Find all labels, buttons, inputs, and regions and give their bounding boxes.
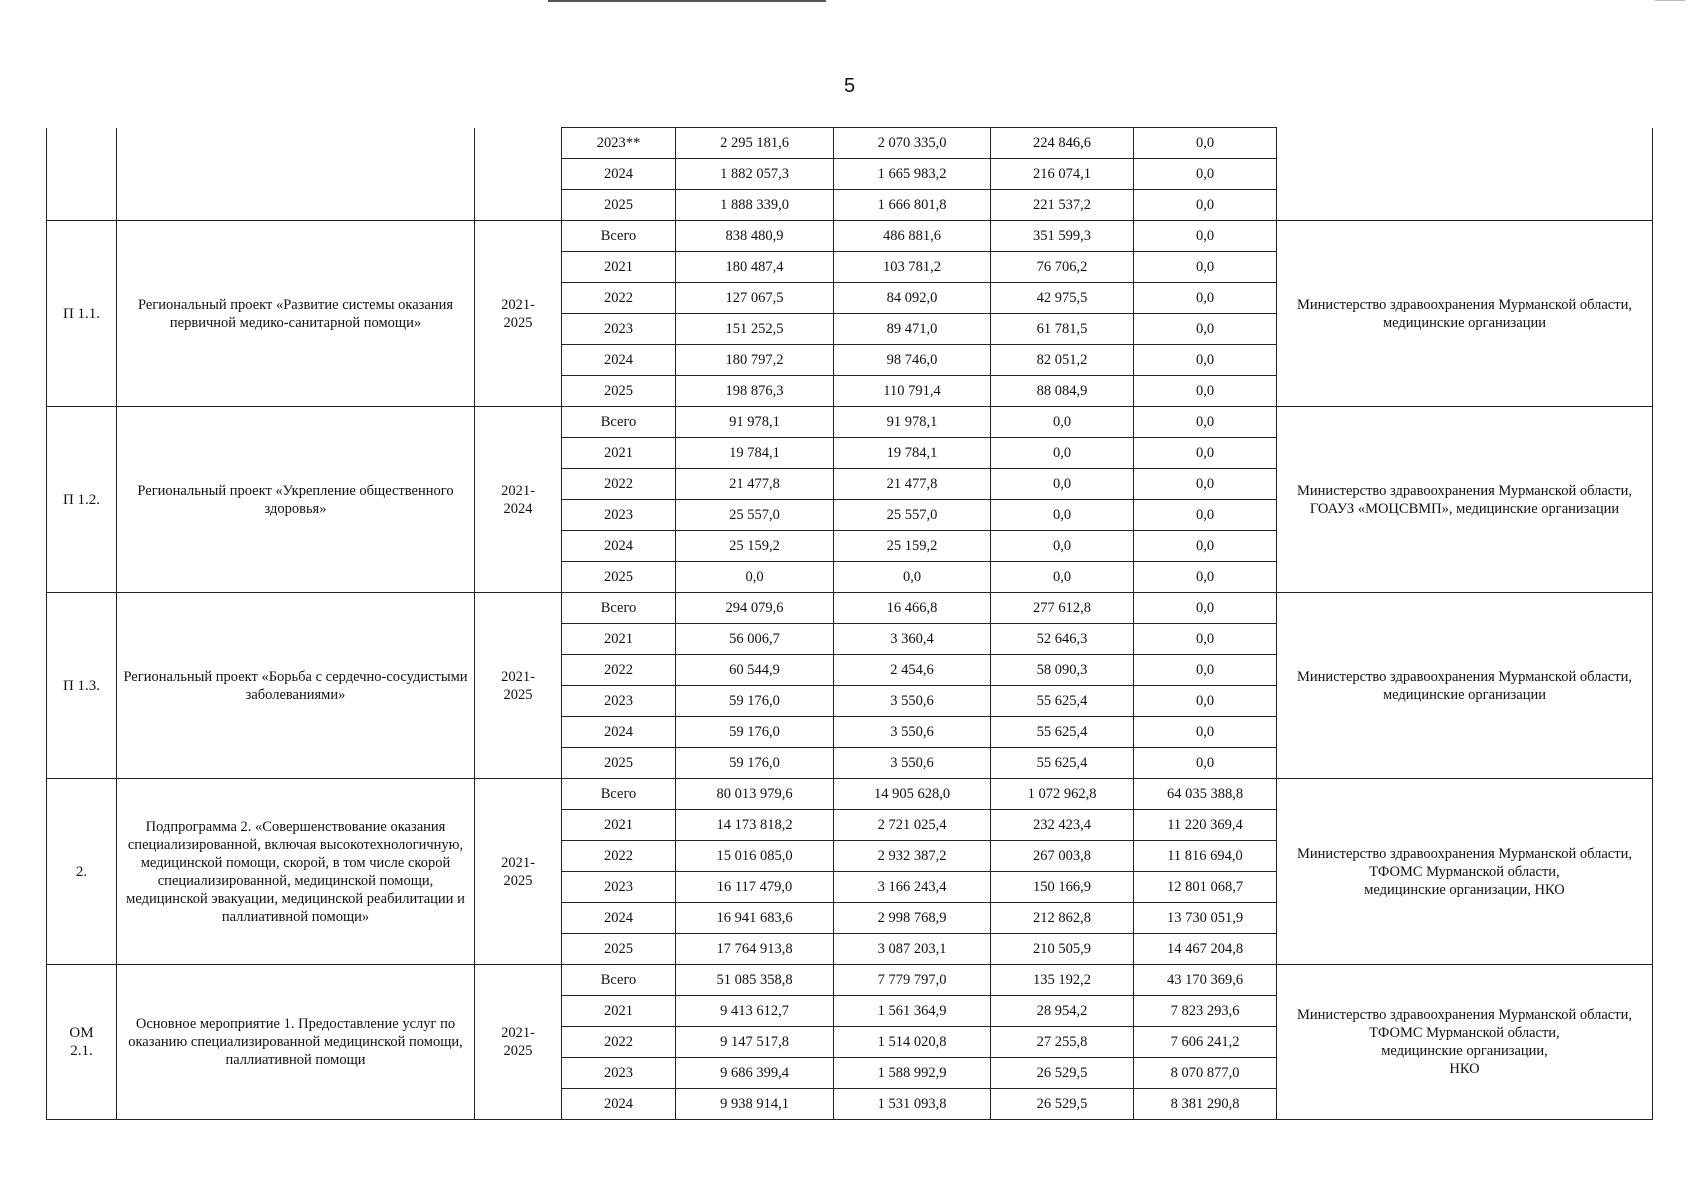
table-row — [47, 593, 1653, 624]
cell-other: 0,0 — [1134, 624, 1277, 655]
cell-year: 2022 — [562, 841, 676, 872]
cell-other: 11 220 369,4 — [1134, 810, 1277, 841]
cell-code: 2. — [47, 779, 117, 965]
cell-year: 2024 — [562, 903, 676, 934]
cell-total: 59 176,0 — [676, 748, 834, 779]
cell-regional: 14 905 628,0 — [834, 779, 991, 810]
header-rule — [548, 0, 826, 2]
cell-regional: 19 784,1 — [834, 438, 991, 469]
cell-federal: 351 599,3 — [991, 221, 1134, 252]
cell-period: 2021- 2025 — [475, 779, 562, 965]
cell-other: 14 467 204,8 — [1134, 934, 1277, 965]
cell-federal: 0,0 — [991, 407, 1134, 438]
cell-executor-empty — [1277, 128, 1653, 221]
cell-federal: 42 975,5 — [991, 283, 1134, 314]
cell-total: 9 686 399,4 — [676, 1058, 834, 1089]
cell-total: 21 477,8 — [676, 469, 834, 500]
cell-year: 2025 — [562, 934, 676, 965]
cell-federal: 277 612,8 — [991, 593, 1134, 624]
table-row — [47, 128, 1653, 159]
cell-federal: 88 084,9 — [991, 376, 1134, 407]
cell-federal: 150 166,9 — [991, 872, 1134, 903]
cell-other: 0,0 — [1134, 376, 1277, 407]
cell-other: 0,0 — [1134, 438, 1277, 469]
cell-other: 0,0 — [1134, 159, 1277, 190]
cell-name: Региональный проект «Борьба с сердечно-сосудистыми заболеваниями» — [117, 593, 475, 779]
cell-federal: 216 074,1 — [991, 159, 1134, 190]
cell-regional: 1 531 093,8 — [834, 1089, 991, 1120]
cell-total: 25 557,0 — [676, 500, 834, 531]
cell-name: Региональный проект «Развитие системы оказания первичной медико-санитарной помощи» — [117, 221, 475, 407]
cell-federal: 232 423,4 — [991, 810, 1134, 841]
cell-other: 64 035 388,8 — [1134, 779, 1277, 810]
cell-federal: 55 625,4 — [991, 748, 1134, 779]
cell-total: 198 876,3 — [676, 376, 834, 407]
cell-name: Региональный проект «Укрепление общественного здоровья» — [117, 407, 475, 593]
cell-total: 151 252,5 — [676, 314, 834, 345]
cell-name: Основное мероприятие 1. Предоставление услуг по оказанию специализированной медицинской помощи, паллиативной помощи — [117, 965, 475, 1120]
table-body — [47, 128, 1653, 1120]
cell-total: 59 176,0 — [676, 717, 834, 748]
cell-federal: 0,0 — [991, 531, 1134, 562]
cell-year: 2025 — [562, 748, 676, 779]
budget-table — [46, 127, 1653, 1120]
cell-other: 8 070 877,0 — [1134, 1058, 1277, 1089]
cell-total: 0,0 — [676, 562, 834, 593]
cell-regional: 2 721 025,4 — [834, 810, 991, 841]
cell-regional: 1 561 364,9 — [834, 996, 991, 1027]
cell-other: 0,0 — [1134, 717, 1277, 748]
cell-year: 2024 — [562, 345, 676, 376]
cell-federal: 52 646,3 — [991, 624, 1134, 655]
cell-other: 0,0 — [1134, 748, 1277, 779]
cell-regional: 25 159,2 — [834, 531, 991, 562]
cell-federal: 26 529,5 — [991, 1089, 1134, 1120]
cell-federal: 210 505,9 — [991, 934, 1134, 965]
cell-regional: 3 550,6 — [834, 748, 991, 779]
cell-regional: 25 557,0 — [834, 500, 991, 531]
cell-federal: 221 537,2 — [991, 190, 1134, 221]
cell-federal: 0,0 — [991, 500, 1134, 531]
cell-regional: 110 791,4 — [834, 376, 991, 407]
cell-total: 294 079,6 — [676, 593, 834, 624]
cell-federal: 61 781,5 — [991, 314, 1134, 345]
cell-federal: 267 003,8 — [991, 841, 1134, 872]
cell-other: 0,0 — [1134, 252, 1277, 283]
cell-regional: 0,0 — [834, 562, 991, 593]
cell-federal: 224 846,6 — [991, 128, 1134, 159]
cell-year: 2023 — [562, 500, 676, 531]
cell-year: 2023 — [562, 1058, 676, 1089]
cell-federal: 58 090,3 — [991, 655, 1134, 686]
cell-year: 2022 — [562, 1027, 676, 1058]
page-number: 5 — [843, 75, 856, 97]
cell-period: 2021- 2024 — [475, 407, 562, 593]
cell-other: 13 730 051,9 — [1134, 903, 1277, 934]
cell-regional: 1 665 983,2 — [834, 159, 991, 190]
cell-executor: Министерство здравоохранения Мурманской области, медицинские организации — [1277, 221, 1653, 407]
cell-total: 51 085 358,8 — [676, 965, 834, 996]
cell-regional: 7 779 797,0 — [834, 965, 991, 996]
cell-total: 16 941 683,6 — [676, 903, 834, 934]
cell-regional: 103 781,2 — [834, 252, 991, 283]
cell-other: 0,0 — [1134, 593, 1277, 624]
cell-total: 19 784,1 — [676, 438, 834, 469]
cell-total: 14 173 818,2 — [676, 810, 834, 841]
cell-other: 0,0 — [1134, 345, 1277, 376]
table-row — [47, 407, 1653, 438]
cell-regional: 1 588 992,9 — [834, 1058, 991, 1089]
cell-total: 1 888 339,0 — [676, 190, 834, 221]
table-row — [47, 779, 1653, 810]
cell-other: 0,0 — [1134, 190, 1277, 221]
cell-period-empty — [475, 128, 562, 221]
cell-federal: 212 862,8 — [991, 903, 1134, 934]
cell-other: 7 823 293,6 — [1134, 996, 1277, 1027]
cell-regional: 1 514 020,8 — [834, 1027, 991, 1058]
cell-other: 0,0 — [1134, 128, 1277, 159]
cell-other: 0,0 — [1134, 686, 1277, 717]
cell-name: Подпрограмма 2. «Совершенствование оказания специализированной, включая высокотехнологичную, медицинской помощи, скорой, в том числе скорой специализированной, медицинской помощи, медицинской эвакуации, медицинской реабилитации и паллиативной помощи» — [117, 779, 475, 965]
cell-regional: 3 360,4 — [834, 624, 991, 655]
cell-total: 59 176,0 — [676, 686, 834, 717]
cell-year: 2023 — [562, 872, 676, 903]
cell-total: 16 117 479,0 — [676, 872, 834, 903]
cell-year: 2023** — [562, 128, 676, 159]
cell-year: 2022 — [562, 655, 676, 686]
cell-year: Всего — [562, 407, 676, 438]
cell-regional: 84 092,0 — [834, 283, 991, 314]
cell-total: 80 013 979,6 — [676, 779, 834, 810]
cell-year: 2025 — [562, 376, 676, 407]
cell-federal: 135 192,2 — [991, 965, 1134, 996]
cell-other: 0,0 — [1134, 407, 1277, 438]
cell-executor: Министерство здравоохранения Мурманской области, ТФОМС Мурманской области, медицинские организации, НКО — [1277, 779, 1653, 965]
corner-mark — [1655, 0, 1685, 1]
cell-year: Всего — [562, 965, 676, 996]
cell-total: 17 764 913,8 — [676, 934, 834, 965]
cell-year: 2024 — [562, 159, 676, 190]
cell-regional: 21 477,8 — [834, 469, 991, 500]
cell-regional: 3 550,6 — [834, 717, 991, 748]
cell-total: 56 006,7 — [676, 624, 834, 655]
cell-federal: 27 255,8 — [991, 1027, 1134, 1058]
cell-total: 1 882 057,3 — [676, 159, 834, 190]
cell-other: 12 801 068,7 — [1134, 872, 1277, 903]
cell-other: 8 381 290,8 — [1134, 1089, 1277, 1120]
cell-regional: 2 070 335,0 — [834, 128, 991, 159]
cell-year: 2024 — [562, 717, 676, 748]
cell-other: 0,0 — [1134, 562, 1277, 593]
cell-code: ОМ 2.1. — [47, 965, 117, 1120]
cell-total: 91 978,1 — [676, 407, 834, 438]
cell-federal: 0,0 — [991, 469, 1134, 500]
cell-regional: 3 087 203,1 — [834, 934, 991, 965]
cell-year: 2021 — [562, 996, 676, 1027]
cell-total: 60 544,9 — [676, 655, 834, 686]
cell-executor: Министерство здравоохранения Мурманской области, ГОАУЗ «МОЦСВМП», медицинские организации — [1277, 407, 1653, 593]
cell-other: 0,0 — [1134, 469, 1277, 500]
cell-total: 180 487,4 — [676, 252, 834, 283]
cell-year: Всего — [562, 779, 676, 810]
cell-other: 43 170 369,6 — [1134, 965, 1277, 996]
cell-federal: 0,0 — [991, 562, 1134, 593]
cell-executor: Министерство здравоохранения Мурманской области, ТФОМС Мурманской области, медицинские организации, НКО — [1277, 965, 1653, 1120]
cell-total: 838 480,9 — [676, 221, 834, 252]
cell-year: Всего — [562, 221, 676, 252]
cell-federal: 76 706,2 — [991, 252, 1134, 283]
cell-federal: 26 529,5 — [991, 1058, 1134, 1089]
cell-year: Всего — [562, 593, 676, 624]
cell-year: 2023 — [562, 686, 676, 717]
table-row — [47, 965, 1653, 996]
cell-year: 2021 — [562, 810, 676, 841]
cell-code: П 1.2. — [47, 407, 117, 593]
cell-year: 2025 — [562, 190, 676, 221]
cell-federal: 28 954,2 — [991, 996, 1134, 1027]
cell-regional: 3 166 243,4 — [834, 872, 991, 903]
cell-year: 2024 — [562, 531, 676, 562]
cell-other: 0,0 — [1134, 531, 1277, 562]
cell-year: 2024 — [562, 1089, 676, 1120]
cell-federal: 55 625,4 — [991, 686, 1134, 717]
cell-period: 2021- 2025 — [475, 593, 562, 779]
cell-total: 9 147 517,8 — [676, 1027, 834, 1058]
cell-total: 9 938 914,1 — [676, 1089, 834, 1120]
cell-regional: 2 932 387,2 — [834, 841, 991, 872]
cell-total: 127 067,5 — [676, 283, 834, 314]
cell-regional: 1 666 801,8 — [834, 190, 991, 221]
cell-year: 2021 — [562, 438, 676, 469]
cell-regional: 3 550,6 — [834, 686, 991, 717]
cell-regional: 2 998 768,9 — [834, 903, 991, 934]
cell-federal: 1 072 962,8 — [991, 779, 1134, 810]
cell-period: 2021- 2025 — [475, 221, 562, 407]
cell-regional: 89 471,0 — [834, 314, 991, 345]
cell-total: 25 159,2 — [676, 531, 834, 562]
cell-other: 0,0 — [1134, 500, 1277, 531]
cell-other: 0,0 — [1134, 221, 1277, 252]
cell-total: 9 413 612,7 — [676, 996, 834, 1027]
cell-regional: 98 746,0 — [834, 345, 991, 376]
cell-regional: 486 881,6 — [834, 221, 991, 252]
cell-federal: 55 625,4 — [991, 717, 1134, 748]
cell-year: 2023 — [562, 314, 676, 345]
cell-year: 2021 — [562, 624, 676, 655]
cell-other: 0,0 — [1134, 314, 1277, 345]
cell-year: 2021 — [562, 252, 676, 283]
cell-name-empty — [117, 128, 475, 221]
cell-regional: 91 978,1 — [834, 407, 991, 438]
cell-period: 2021- 2025 — [475, 965, 562, 1120]
cell-year: 2022 — [562, 469, 676, 500]
cell-regional: 2 454,6 — [834, 655, 991, 686]
cell-year: 2022 — [562, 283, 676, 314]
cell-code: П 1.3. — [47, 593, 117, 779]
cell-year: 2025 — [562, 562, 676, 593]
cell-federal: 82 051,2 — [991, 345, 1134, 376]
cell-other: 7 606 241,2 — [1134, 1027, 1277, 1058]
cell-federal: 0,0 — [991, 438, 1134, 469]
cell-total: 2 295 181,6 — [676, 128, 834, 159]
cell-regional: 16 466,8 — [834, 593, 991, 624]
table-row — [47, 221, 1653, 252]
cell-total: 15 016 085,0 — [676, 841, 834, 872]
cell-total: 180 797,2 — [676, 345, 834, 376]
cell-other: 0,0 — [1134, 283, 1277, 314]
cell-code: П 1.1. — [47, 221, 117, 407]
cell-other: 0,0 — [1134, 655, 1277, 686]
cell-code-empty — [47, 128, 117, 221]
cell-executor: Министерство здравоохранения Мурманской области, медицинские организации — [1277, 593, 1653, 779]
cell-other: 11 816 694,0 — [1134, 841, 1277, 872]
